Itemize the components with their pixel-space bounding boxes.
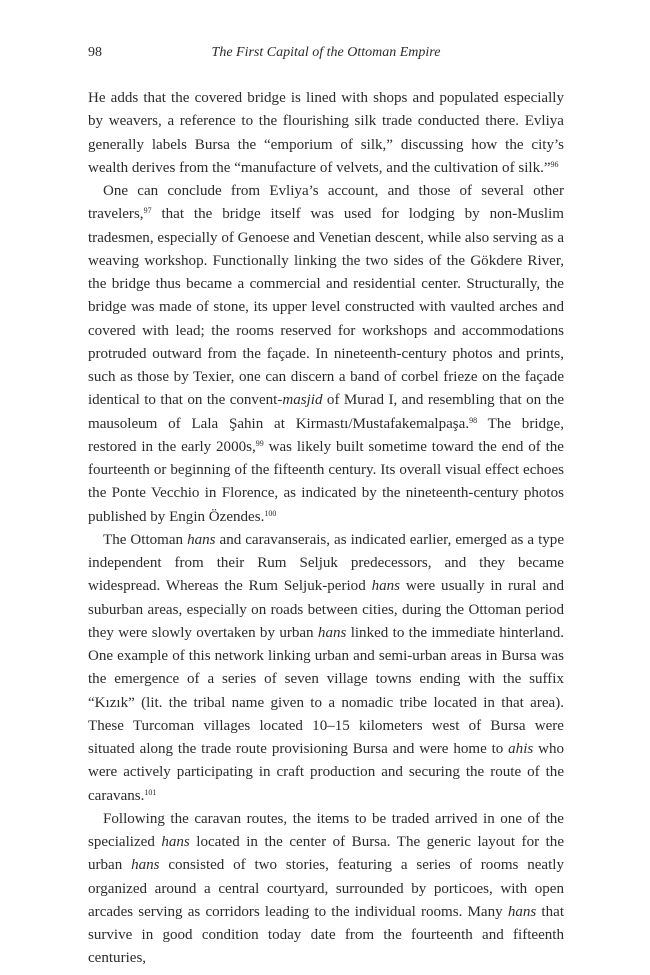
text-run: that survive in good condition today date from the fourteenth and fifteenth centuries, <box>88 903 564 967</box>
text-run: linked to the immediate hinterland. One example of this network linking urban and semi-urban areas in Bursa was the emergence of a series of seven village towns ending with the suffix “Kızık” (lit. the tribal name given to a nomadic tribe located in that area). These Turcoman villages located 10–15 kilometers west of Bursa were situated along the trade route provisioning Bursa and were home to <box>88 624 565 757</box>
text-run: that the bridge itself was used for lodging by non-Muslim tradesmen, especially of Genoese and Venetian descent, while also serving as a weaving workshop. Functionally linking the two sides of the Gökdere River, the bridge thus became a commercial and residential center. Structurally, the bridge was made of stone, its upper level constructed with vaulted arches and covered with lead; the rooms reserved for workshops and accommodations protruded outward from the façade. In nineteenth-century photos and prints, such as those by Texier, one can discern a band of corbel frieze on the façade identical to that on the convent- <box>88 206 564 409</box>
text-run: who were actively participating in craft production and securing the route of the caravans. <box>88 741 564 804</box>
body-text <box>88 87 564 971</box>
footnote-ref: 101 <box>144 787 157 797</box>
text-run: were usually in rural and suburban areas, especially on roads between cities, during the Ottoman period they were slowly overtaken by urban <box>88 578 564 641</box>
footnote-ref: 100 <box>264 508 277 518</box>
text-run: The bridge, restored in the early 2000s, <box>88 415 565 455</box>
italic-term: hans <box>161 834 190 850</box>
italic-term: hans <box>371 578 401 595</box>
text-run: Following the caravan routes, the items to be traded arrived in one of the specialized <box>88 810 564 850</box>
paragraph <box>88 529 564 808</box>
text-run: He adds that the covered bridge is lined with shops and populated especially by weavers, a reference to the flourishing silk trade conducted there. Evliya generally labels Bursa the “emporium of silk,” discussing how the city’s wealth derives from the “manufacture of velvets, and the cultivation of silk.” <box>88 90 564 176</box>
text-run: consisted of two stories, featuring a series of rooms neatly organized around a central courtyard, surrounded by porticoes, with open arcades serving as corridors leading to the individual rooms. Many <box>88 857 564 920</box>
italic-term: hans <box>131 857 160 874</box>
italic-term: hans <box>507 903 537 920</box>
paragraph <box>88 180 564 529</box>
footnote-ref: 98 <box>469 415 478 425</box>
italic-term: hans <box>317 624 347 641</box>
italic-term: ahis <box>508 741 534 757</box>
text-run: and caravanserais, as indicated earlier, emerged as a type independent from their Rum Seljuk predecessors, and they became widespread. Whereas the Rum Seljuk-period <box>88 531 565 595</box>
footnote-ref: 99 <box>255 438 264 448</box>
footnote-ref: 96 <box>550 159 559 169</box>
text-run: One can conclude from Evliya’s account, and those of several other travelers, <box>88 183 564 223</box>
italic-term: hans <box>187 531 216 548</box>
text-run: The Ottoman <box>103 531 188 548</box>
text-run: located in the center of Bursa. The generic layout for the urban <box>88 834 564 874</box>
text-run: was likely built sometime toward the end of the fourteenth or beginning of the fifteenth century. Its overall visual effect echoes the Ponte Vecchio in Florence, as indicated by the nineteenth-century photos published by Engin Özendes. <box>88 438 564 525</box>
paragraph <box>88 808 564 971</box>
running-title: The First Capital of the Ottoman Empire <box>211 45 441 60</box>
paragraph <box>88 87 564 180</box>
page-header <box>88 45 564 65</box>
footnote-ref: 97 <box>143 206 152 216</box>
text-run: of Murad I, and resembling that on the mausoleum of Lala Şahin at Kirmastı/Mustafakemalpaşa. <box>88 392 564 432</box>
italic-term: masjid <box>282 392 323 409</box>
page-number: 98 <box>88 45 102 60</box>
